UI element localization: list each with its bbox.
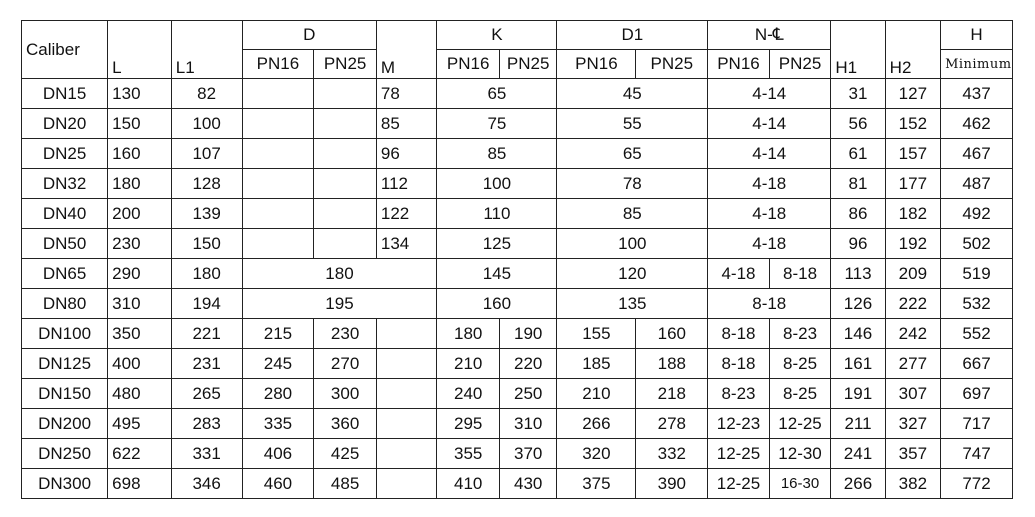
cell-caliber: DN25 [22,139,108,169]
cell-l1: 346 [171,469,242,499]
cell-caliber: DN15 [22,79,108,109]
cell-h: 772 [941,469,1013,499]
cell-n-pn25: 8-25 [769,379,831,409]
cell-l: 495 [108,409,172,439]
cell-h: 487 [941,169,1013,199]
cell-k-pn25: 190 [499,319,556,349]
cell-d-pn16 [242,229,314,259]
cell-h2: 127 [885,79,940,109]
cell-l: 160 [108,139,172,169]
cell-d1-pn25: 278 [636,409,708,439]
table-row [22,139,1013,169]
cell-h1: 31 [831,79,885,109]
cell-h: 552 [941,319,1013,349]
cell-h1: 161 [831,349,885,379]
cell-d-pn25 [314,229,377,259]
cell-h2: 382 [885,469,940,499]
table-row [22,289,1013,319]
cell-n-pn16: 8-23 [708,379,770,409]
cell-d1: 78 [557,169,708,199]
table-row [22,409,1013,439]
cell-k-pn16: 210 [437,349,500,379]
cell-n: 4-18 [708,169,831,199]
cell-h1: 211 [831,409,885,439]
table-row [22,169,1013,199]
cell-m: 112 [376,169,437,199]
cell-d1: 120 [557,259,708,289]
cell-caliber: DN300 [22,469,108,499]
cell-l: 230 [108,229,172,259]
table-row [22,379,1013,409]
cell-l1: 107 [171,139,242,169]
cell-d-pn25 [314,199,377,229]
cell-k-pn25: 370 [499,439,556,469]
header-m: M [376,21,437,79]
cell-l1: 331 [171,439,242,469]
cell-l1: 194 [171,289,242,319]
cell-caliber: DN32 [22,169,108,199]
cell-d-pn25: 485 [314,469,377,499]
cell-caliber: DN200 [22,409,108,439]
cell-caliber: DN80 [22,289,108,319]
header-d: D [242,21,376,50]
cell-l1: 180 [171,259,242,289]
cell-h: 667 [941,349,1013,379]
cell-h2: 177 [885,169,940,199]
cell-l: 350 [108,319,172,349]
cell-d1: 135 [557,289,708,319]
cell-h: 462 [941,109,1013,139]
cell-l: 698 [108,469,172,499]
cell-n-pn25: 8-25 [769,349,831,379]
cell-d1: 100 [557,229,708,259]
cell-h1: 146 [831,319,885,349]
cell-d1-pn16: 210 [557,379,636,409]
cell-h1: 113 [831,259,885,289]
cell-n-pn25: 16-30 [769,469,831,499]
cell-m [376,379,437,409]
cell-h2: 277 [885,349,940,379]
header-n-pn16: PN16 [708,50,770,79]
cell-n-pn16: 8-18 [708,349,770,379]
cell-h1: 81 [831,169,885,199]
cell-d-pn16: 335 [242,409,314,439]
header-h2: H2 [885,21,940,79]
cell-k-pn16: 180 [437,319,500,349]
cell-d-pn16: 215 [242,319,314,349]
cell-h1: 126 [831,289,885,319]
header-h1: H1 [831,21,885,79]
cell-m: 85 [376,109,437,139]
cell-d1-pn25: 390 [636,469,708,499]
cell-h1: 96 [831,229,885,259]
cell-m: 134 [376,229,437,259]
cell-n: 4-14 [708,109,831,139]
cell-caliber: DN250 [22,439,108,469]
table-row [22,349,1013,379]
valve-dimension-table [21,20,1013,499]
cell-h1: 241 [831,439,885,469]
cell-k-pn16: 410 [437,469,500,499]
cell-d-pn16: 406 [242,439,314,469]
header-d-pn16: PN16 [242,50,314,79]
header-h: H [941,21,1013,50]
cell-l: 150 [108,109,172,139]
cell-d-pn25: 425 [314,439,377,469]
cell-d-pn25 [314,79,377,109]
cell-k: 65 [437,79,557,109]
cell-l: 290 [108,259,172,289]
cell-h2: 242 [885,319,940,349]
cell-n-pn25: 8-23 [769,319,831,349]
cell-h1: 266 [831,469,885,499]
table-row [22,319,1013,349]
cell-k: 85 [437,139,557,169]
cell-h2: 182 [885,199,940,229]
table-row [22,469,1013,499]
cell-caliber: DN100 [22,319,108,349]
cell-d: 195 [242,289,437,319]
cell-l: 130 [108,79,172,109]
cell-n-pn16: 12-25 [708,469,770,499]
cell-n: 4-14 [708,139,831,169]
cell-l1: 82 [171,79,242,109]
cell-m [376,469,437,499]
cell-n-pn25: 8-18 [769,259,831,289]
cell-h2: 157 [885,139,940,169]
cell-n-pn25: 12-30 [769,439,831,469]
cell-n-pn16: 8-18 [708,319,770,349]
cell-m [376,319,437,349]
header-d1: D1 [557,21,708,50]
cell-h2: 357 [885,439,940,469]
cell-h: 747 [941,439,1013,469]
cell-l1: 221 [171,319,242,349]
cell-d-pn16 [242,169,314,199]
cell-d-pn25: 230 [314,319,377,349]
header-d1-pn25: PN25 [636,50,708,79]
cell-d1-pn25: 332 [636,439,708,469]
cell-l1: 150 [171,229,242,259]
cell-m: 78 [376,79,437,109]
header-d-pn25: PN25 [314,50,377,79]
cell-h: 717 [941,409,1013,439]
cell-d-pn16 [242,139,314,169]
cell-d-pn25: 270 [314,349,377,379]
cell-l: 622 [108,439,172,469]
cell-k: 145 [437,259,557,289]
cell-n: 4-14 [708,79,831,109]
header-caliber: Caliber [22,21,108,79]
cell-m [376,409,437,439]
cell-d1-pn16: 185 [557,349,636,379]
cell-d-pn16 [242,199,314,229]
cell-m [376,349,437,379]
cell-d-pn16 [242,79,314,109]
cell-n-pn16: 4-18 [708,259,770,289]
cell-l1: 265 [171,379,242,409]
cell-h: 519 [941,259,1013,289]
cell-k-pn16: 240 [437,379,500,409]
cell-h: 502 [941,229,1013,259]
cell-d-pn25 [314,139,377,169]
header-k: K [437,21,557,50]
cell-k-pn25: 310 [499,409,556,439]
cell-l1: 283 [171,409,242,439]
cell-h2: 192 [885,229,940,259]
header-k-pn25: PN25 [499,50,556,79]
cell-h: 697 [941,379,1013,409]
cell-n: 4-18 [708,229,831,259]
cell-caliber: DN150 [22,379,108,409]
cell-n-pn25: 12-25 [769,409,831,439]
cell-d-pn25 [314,169,377,199]
cell-h2: 327 [885,409,940,439]
cell-h1: 191 [831,379,885,409]
header-k-pn16: PN16 [437,50,500,79]
table-row [22,439,1013,469]
cell-m [376,439,437,469]
cell-h: 467 [941,139,1013,169]
cell-m: 122 [376,199,437,229]
cell-d1-pn16: 320 [557,439,636,469]
cell-d-pn25 [314,109,377,139]
cell-l: 400 [108,349,172,379]
cell-d1-pn16: 266 [557,409,636,439]
cell-d: 180 [242,259,437,289]
header-l: L [108,21,172,79]
cell-d-pn16: 245 [242,349,314,379]
header-l1: L1 [171,21,242,79]
cell-h1: 56 [831,109,885,139]
cell-n: 4-18 [708,199,831,229]
cell-d1-pn25: 218 [636,379,708,409]
cell-l: 200 [108,199,172,229]
table-row [22,199,1013,229]
cell-k-pn25: 220 [499,349,556,379]
cell-h1: 86 [831,199,885,229]
cell-l1: 128 [171,169,242,199]
header-h-minimum: Minimum [941,50,1013,79]
cell-d-pn16: 460 [242,469,314,499]
cell-l: 480 [108,379,172,409]
header-n: N-℄ [708,21,831,50]
cell-k-pn25: 430 [499,469,556,499]
cell-d1-pn25: 188 [636,349,708,379]
table-row [22,109,1013,139]
cell-k: 75 [437,109,557,139]
cell-caliber: DN65 [22,259,108,289]
cell-l1: 100 [171,109,242,139]
cell-l1: 139 [171,199,242,229]
cell-d-pn16 [242,109,314,139]
cell-l: 310 [108,289,172,319]
cell-h2: 152 [885,109,940,139]
cell-h: 492 [941,199,1013,229]
cell-d-pn25: 360 [314,409,377,439]
cell-d1: 45 [557,79,708,109]
cell-m: 96 [376,139,437,169]
table-row [22,259,1013,289]
cell-h2: 307 [885,379,940,409]
cell-d1-pn25: 160 [636,319,708,349]
table-row [22,229,1013,259]
cell-caliber: DN20 [22,109,108,139]
cell-h: 532 [941,289,1013,319]
cell-caliber: DN50 [22,229,108,259]
cell-d-pn16: 280 [242,379,314,409]
cell-k: 100 [437,169,557,199]
cell-k-pn16: 295 [437,409,500,439]
cell-d1: 55 [557,109,708,139]
cell-h1: 61 [831,139,885,169]
cell-d1: 65 [557,139,708,169]
cell-d-pn25: 300 [314,379,377,409]
cell-l1: 231 [171,349,242,379]
cell-d1-pn16: 375 [557,469,636,499]
cell-h2: 209 [885,259,940,289]
table-row [22,79,1013,109]
cell-k-pn16: 355 [437,439,500,469]
cell-k: 110 [437,199,557,229]
header-d1-pn16: PN16 [557,50,636,79]
header-n-pn25: PN25 [769,50,831,79]
cell-k: 160 [437,289,557,319]
cell-k: 125 [437,229,557,259]
cell-n: 8-18 [708,289,831,319]
cell-d1: 85 [557,199,708,229]
cell-l: 180 [108,169,172,199]
cell-n-pn16: 12-25 [708,439,770,469]
cell-caliber: DN125 [22,349,108,379]
cell-n-pn16: 12-23 [708,409,770,439]
cell-caliber: DN40 [22,199,108,229]
cell-h2: 222 [885,289,940,319]
cell-h: 437 [941,79,1013,109]
cell-k-pn25: 250 [499,379,556,409]
cell-d1-pn16: 155 [557,319,636,349]
